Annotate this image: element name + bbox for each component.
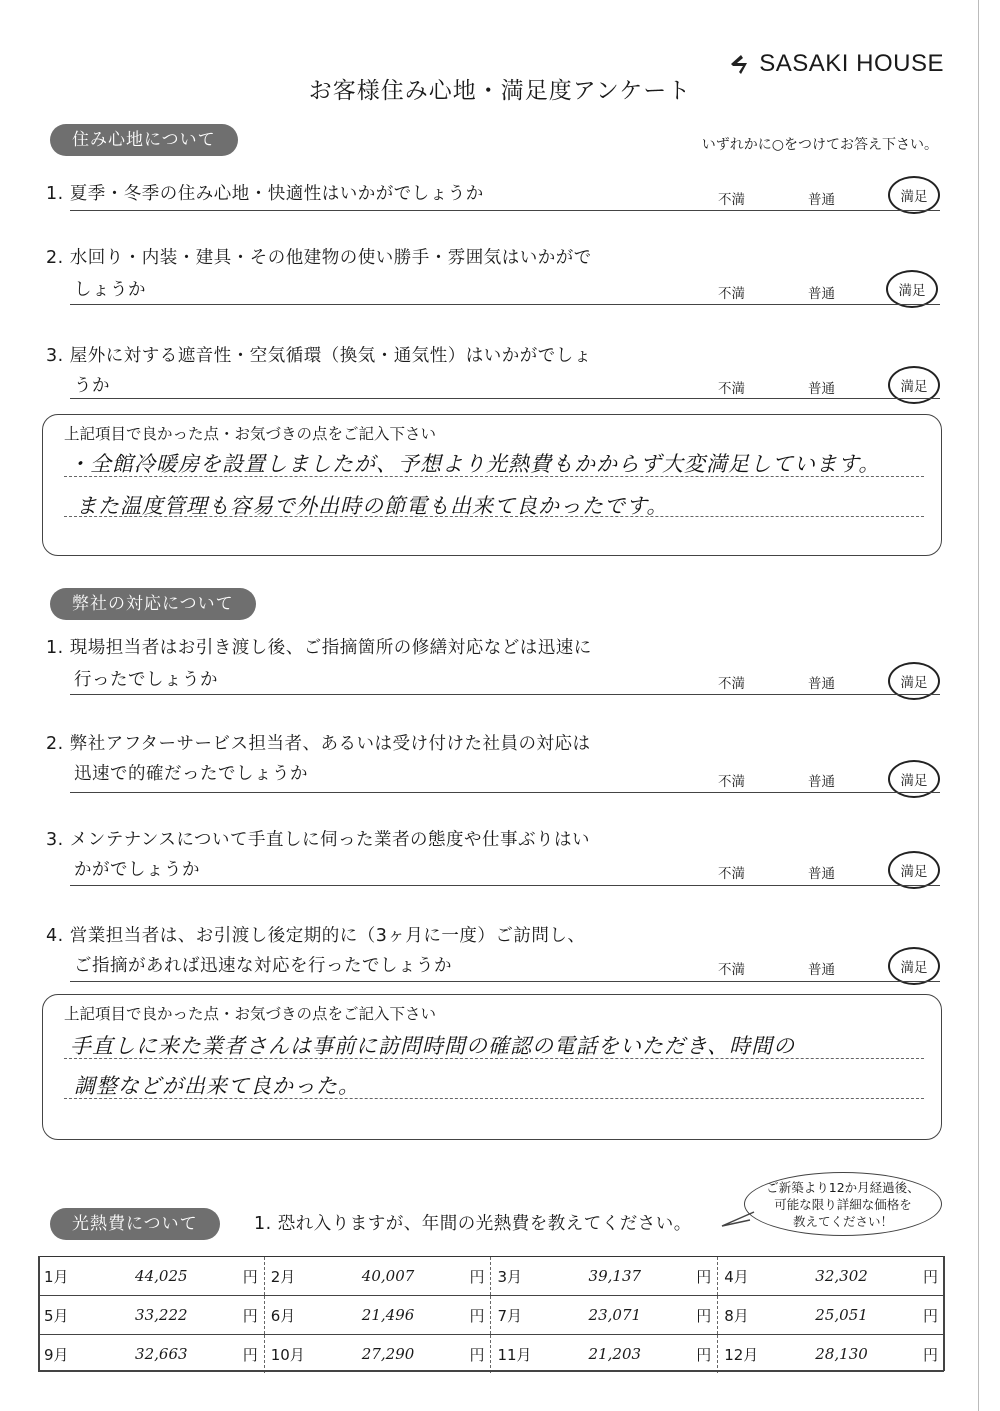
- section-heading-utility: 光熱費について: [50, 1208, 220, 1240]
- month-label: 4月: [718, 1257, 773, 1296]
- yen-label: 円: [684, 1257, 718, 1296]
- option-normal[interactable]: 普通: [808, 192, 835, 208]
- option-dissatisfied[interactable]: 不満: [718, 381, 745, 397]
- yen-label: 円: [457, 1257, 491, 1296]
- handwritten-comment-line: ・全館冷暖房を設置しましたが、予想より光熱費もかからず大変満足しています。: [68, 452, 881, 476]
- utility-cost-table: [38, 1256, 944, 1373]
- month-label: 11月: [491, 1335, 546, 1374]
- company-logo: [727, 50, 944, 78]
- month-value[interactable]: 40,007: [319, 1257, 457, 1296]
- month-label: 7月: [491, 1296, 546, 1335]
- logo-text: SASAKI HOUSE: [759, 50, 944, 77]
- option-satisfied-circled[interactable]: 満足: [888, 760, 940, 798]
- comment-label: 上記項目で良かった点・お気づきの点をご記入下さい: [64, 1005, 437, 1023]
- month-value[interactable]: 39,137: [546, 1257, 684, 1296]
- question-2-1: 1. 現場担当者はお引き渡し後、ご指摘箇所の修繕対応などは迅速に: [46, 638, 592, 658]
- option-normal[interactable]: 普通: [808, 774, 835, 790]
- handwritten-comment-line: 調整などが出来て良かった。: [74, 1074, 360, 1098]
- month-value[interactable]: 23,071: [546, 1296, 684, 1335]
- question-underline: [70, 398, 940, 399]
- option-dissatisfied[interactable]: 不満: [718, 866, 745, 882]
- month-label: 1月: [38, 1257, 92, 1296]
- month-label: 2月: [264, 1257, 319, 1296]
- option-satisfied-circled[interactable]: 満足: [888, 366, 940, 404]
- question-2-4: 4. 営業担当者は、お引渡し後定期的に（3ヶ月に一度）ご訪問し、: [46, 926, 586, 946]
- yen-label: 円: [911, 1335, 944, 1374]
- table-row: [38, 1335, 944, 1374]
- yen-label: 円: [911, 1296, 944, 1335]
- question-2-3-cont: かがでしょうか: [74, 860, 200, 880]
- comment-label: 上記項目で良かった点・お気づきの点をご記入下さい: [64, 425, 437, 443]
- option-dissatisfied[interactable]: 不満: [718, 286, 745, 302]
- yen-label: 円: [230, 1296, 264, 1335]
- question-1-2-cont: しょうか: [74, 280, 146, 300]
- option-normal[interactable]: 普通: [808, 676, 835, 692]
- option-satisfied-circled[interactable]: 満足: [888, 851, 940, 889]
- option-dissatisfied[interactable]: 不満: [718, 962, 745, 978]
- question-3-1: 1. 恐れ入りますが、年間の光熱費を教えてください。: [254, 1214, 692, 1234]
- question-2-2: 2. 弊社アフターサービス担当者、あるいは受け付けた社員の対応は: [46, 734, 591, 754]
- question-2-1-cont: 行ったでしょうか: [74, 670, 218, 690]
- month-value[interactable]: 27,290: [319, 1335, 457, 1374]
- handwritten-comment-line: また温度管理も容易で外出時の節電も出来て良かったです。: [76, 494, 669, 518]
- month-label: 10月: [264, 1335, 319, 1374]
- section-heading-service: 弊社の対応について: [50, 588, 256, 620]
- bubble-tail-icon: [720, 1210, 756, 1230]
- section-heading-living: 住み心地について: [50, 124, 238, 156]
- instruction-text: いずれかに○をつけてお答え下さい。: [701, 137, 938, 153]
- option-satisfied-circled[interactable]: 満足: [888, 662, 940, 700]
- yen-label: 円: [457, 1335, 491, 1374]
- question-underline: [70, 981, 940, 982]
- bubble-line: ご新築より12か月経過後、: [766, 1179, 920, 1195]
- bubble-line: 教えてください！: [792, 1213, 893, 1229]
- question-1-3: 3. 屋外に対する遮音性・空気循環（換気・通気性）はいかがでしょ: [46, 346, 592, 366]
- handwritten-comment-line: 手直しに来た業者さんは事前に訪問時間の確認の電話をいただき、時間の: [70, 1034, 796, 1058]
- question-underline: [70, 210, 940, 211]
- month-label: 3月: [491, 1257, 546, 1296]
- option-satisfied-circled[interactable]: 満足: [888, 947, 940, 985]
- option-satisfied-circled[interactable]: 満足: [888, 176, 940, 214]
- month-label: 12月: [718, 1335, 773, 1374]
- month-value[interactable]: 21,496: [319, 1296, 457, 1335]
- table-right-border: [943, 1256, 945, 1371]
- table-bottom-border: [38, 1370, 944, 1372]
- month-label: 5月: [38, 1296, 92, 1335]
- page-title: お客様住み心地・満足度アンケート: [308, 78, 692, 104]
- yen-label: 円: [684, 1296, 718, 1335]
- table-row: [38, 1296, 944, 1335]
- question-underline: [70, 304, 940, 305]
- yen-label: 円: [230, 1257, 264, 1296]
- yen-label: 円: [230, 1335, 264, 1374]
- question-underline: [70, 694, 940, 695]
- question-1-1: 1. 夏季・冬季の住み心地・快適性はいかがでしょうか: [46, 184, 484, 204]
- scan-edge-line: [978, 0, 979, 1411]
- option-normal[interactable]: 普通: [808, 962, 835, 978]
- option-normal[interactable]: 普通: [808, 286, 835, 302]
- question-1-2: 2. 水回り・内装・建具・その他建物の使い勝手・雰囲気はいかがで: [46, 248, 592, 268]
- speech-bubble: [744, 1172, 942, 1236]
- yen-label: 円: [684, 1335, 718, 1374]
- option-normal[interactable]: 普通: [808, 866, 835, 882]
- question-underline: [70, 792, 940, 793]
- yen-label: 円: [911, 1257, 944, 1296]
- option-normal[interactable]: 普通: [808, 381, 835, 397]
- question-2-2-cont: 迅速で的確だったでしょうか: [74, 764, 308, 784]
- month-value[interactable]: 25,051: [773, 1296, 911, 1335]
- option-dissatisfied[interactable]: 不満: [718, 676, 745, 692]
- house-logo-icon: [727, 50, 755, 78]
- month-label: 8月: [718, 1296, 773, 1335]
- option-dissatisfied[interactable]: 不満: [718, 192, 745, 208]
- month-value[interactable]: 32,302: [773, 1257, 911, 1296]
- month-value[interactable]: 32,663: [92, 1335, 230, 1374]
- month-label: 9月: [38, 1335, 92, 1374]
- option-satisfied-circled[interactable]: 満足: [886, 270, 938, 308]
- question-1-3-cont: うか: [74, 376, 110, 396]
- bubble-line: 可能な限り詳細な価格を: [774, 1196, 912, 1212]
- month-value[interactable]: 44,025: [92, 1257, 230, 1296]
- question-2-3: 3. メンテナンスについて手直しに伺った業者の態度や仕事ぶりはい: [46, 830, 591, 850]
- month-value[interactable]: 33,222: [92, 1296, 230, 1335]
- month-label: 6月: [264, 1296, 319, 1335]
- question-2-4-cont: ご指摘があれば迅速な対応を行ったでしょうか: [74, 956, 452, 976]
- yen-label: 円: [457, 1296, 491, 1335]
- option-dissatisfied[interactable]: 不満: [718, 774, 745, 790]
- question-underline: [70, 885, 940, 886]
- month-value[interactable]: 28,130: [773, 1335, 911, 1374]
- month-value[interactable]: 21,203: [546, 1335, 684, 1374]
- table-row: [38, 1257, 944, 1296]
- table-left-border: [38, 1256, 40, 1371]
